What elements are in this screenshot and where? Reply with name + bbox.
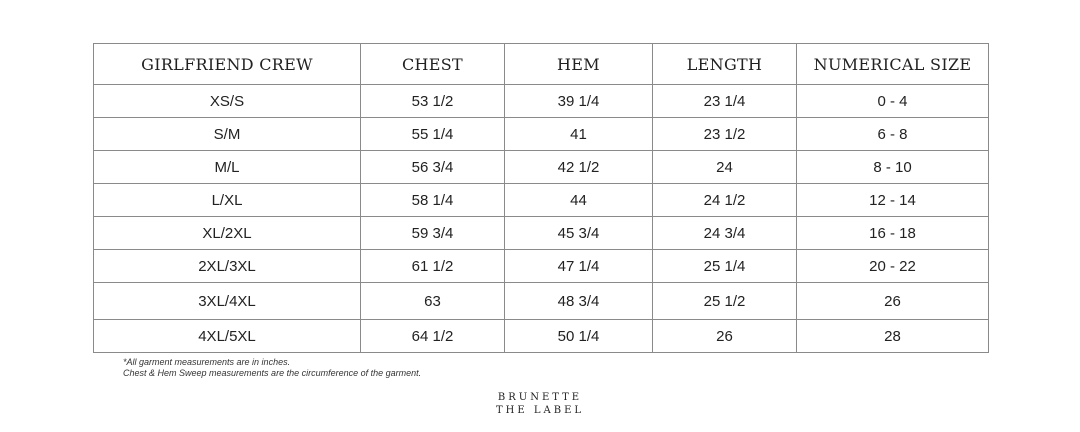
length-cell: 24: [653, 151, 797, 184]
length-cell: 23 1/2: [653, 118, 797, 151]
chest-cell: 53 1/2: [361, 85, 505, 118]
table-row: [94, 118, 989, 151]
table-row: [94, 320, 989, 353]
table-row: [94, 217, 989, 250]
table-row: [94, 283, 989, 320]
brand-logo-line2: THE LABEL: [495, 405, 585, 416]
header-length: LENGTH: [653, 44, 797, 85]
footnote-circumference: Chest & Hem Sweep measurements are the circumference of the garment.: [123, 368, 422, 378]
length-cell: 24 3/4: [653, 217, 797, 250]
size-cell: 2XL/3XL: [94, 250, 361, 283]
hem-cell: 45 3/4: [505, 217, 653, 250]
header-chest: CHEST: [361, 44, 505, 85]
length-cell: 26: [653, 320, 797, 353]
length-cell: 25 1/2: [653, 283, 797, 320]
length-cell: 25 1/4: [653, 250, 797, 283]
table-header-row: [94, 44, 989, 85]
numerical-size-cell: 6 - 8: [797, 118, 989, 151]
numerical-size-cell: 28: [797, 320, 989, 353]
chest-cell: 64 1/2: [361, 320, 505, 353]
table-row: [94, 250, 989, 283]
table-row: [94, 151, 989, 184]
size-cell: XL/2XL: [94, 217, 361, 250]
table-row: [94, 85, 989, 118]
header-hem: HEM: [505, 44, 653, 85]
size-chart-table: [93, 43, 989, 353]
hem-cell: 48 3/4: [505, 283, 653, 320]
hem-cell: 47 1/4: [505, 250, 653, 283]
footnote-units: *All garment measurements are in inches.: [123, 357, 291, 367]
chest-cell: 55 1/4: [361, 118, 505, 151]
size-cell: L/XL: [94, 184, 361, 217]
size-cell: M/L: [94, 151, 361, 184]
length-cell: 24 1/2: [653, 184, 797, 217]
table-row: [94, 184, 989, 217]
header-numerical-size: NUMERICAL SIZE: [797, 44, 989, 85]
size-cell: 3XL/4XL: [94, 283, 361, 320]
numerical-size-cell: 12 - 14: [797, 184, 989, 217]
chest-cell: 63: [361, 283, 505, 320]
header-product-name: GIRLFRIEND CREW: [94, 44, 361, 85]
numerical-size-cell: 16 - 18: [797, 217, 989, 250]
hem-cell: 44: [505, 184, 653, 217]
chest-cell: 56 3/4: [361, 151, 505, 184]
size-cell: 4XL/5XL: [94, 320, 361, 353]
hem-cell: 42 1/2: [505, 151, 653, 184]
chest-cell: 59 3/4: [361, 217, 505, 250]
numerical-size-cell: 20 - 22: [797, 250, 989, 283]
numerical-size-cell: 8 - 10: [797, 151, 989, 184]
numerical-size-cell: 0 - 4: [797, 85, 989, 118]
chest-cell: 61 1/2: [361, 250, 505, 283]
hem-cell: 39 1/4: [505, 85, 653, 118]
chest-cell: 58 1/4: [361, 184, 505, 217]
brand-logo-line1: BRUNETTE: [497, 392, 583, 403]
length-cell: 23 1/4: [653, 85, 797, 118]
size-cell: XS/S: [94, 85, 361, 118]
hem-cell: 41: [505, 118, 653, 151]
hem-cell: 50 1/4: [505, 320, 653, 353]
size-cell: S/M: [94, 118, 361, 151]
numerical-size-cell: 26: [797, 283, 989, 320]
